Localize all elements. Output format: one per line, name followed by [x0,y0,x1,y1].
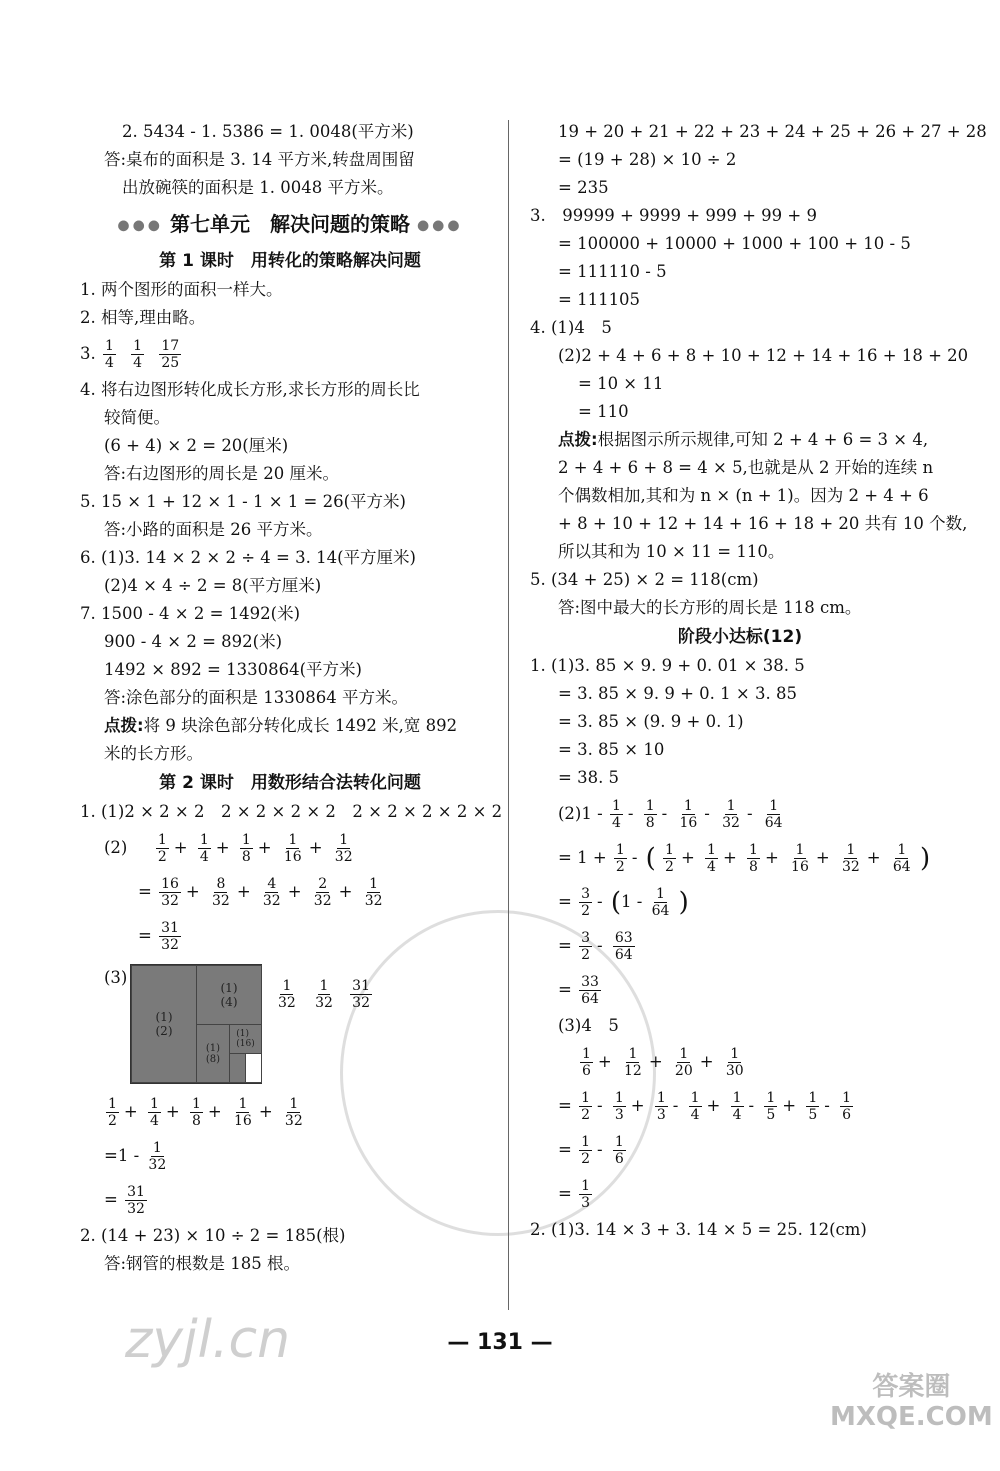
fraction-line: (2)1 - $\frac{1}{4}$ - $\frac{1}{8}$ - $\frac{1}{16}$ - $\frac{1}{32}$ - $\frac{1}{64}$ [558,798,783,831]
fraction-line: = $\frac{3}{2}$ - $\frac{63}{64}$ [558,930,633,963]
fraction-line: =1 - $\frac{1}{32}$ [104,1140,167,1173]
text-line: + 8 + 10 + 12 + 14 + 16 + 18 + 20 共有 10 个数, [558,514,968,533]
text-line: (6 + 4) × 2 = 20(厘米) [104,436,289,455]
text-line: = (19 + 28) × 10 ÷ 2 [558,150,737,169]
text-line: 答:右边图形的周长是 20 厘米。 [104,464,340,483]
text-line: (3)4 5 [558,1016,619,1035]
text-line: 7. 1500 - 4 × 2 = 1492(米) [80,604,301,623]
fraction: $\frac{1}{4}$ [133,338,143,371]
text-line: = 110 [578,402,629,421]
stage-title: 阶段小达标(12) [677,627,803,647]
fraction-line: $\frac{1}{2}$ + $\frac{1}{4}$ + $\frac{1}{8}$ + $\frac{1}{16}$ + $\frac{1}{32}$ [108,1096,303,1129]
fraction-line: = $\frac{31}{32}$ [138,920,179,953]
text-line: 1. 两个图形的面积一样大。 [80,280,283,299]
watermark: zyjl.cn [125,1310,291,1370]
fraction-line: = $\frac{1}{2}$ - $\frac{1}{3}$ + $\frac{1}{3}$ - $\frac{1}{4}$ + $\frac{1}{4}$ - $\frac{1}{5}$ + $\frac{1}{5}$ - $\frac{1}{6}$ [558,1090,851,1123]
fraction-line: = $\frac{1}{3}$ [558,1178,590,1211]
text-line: 4. 将右边图形转化成长方形,求长方形的周长比 [80,380,420,399]
text-line: 2. 5434 - 1. 5386 = 1. 0048(平方米) [122,122,414,141]
text-line: 较简便。 [104,408,170,427]
diagram-row: (3) (1) (2) (1) (4) (1) (8) (1) (16) $\frac{1}{32}$ $\frac{1}{32}$ $\frac{31}{32}$ [80,964,500,1090]
dots-icon: ●●● [416,217,463,234]
text-line: = 111105 [558,290,641,309]
watermark-logo: 答案圈 MXQE.COM [830,1372,993,1432]
text-line: 出放碗筷的面积是 1. 0048 平方米。 [122,178,394,197]
text-line: = 235 [558,178,609,197]
fraction-line: = $\frac{1}{2}$ - $\frac{1}{6}$ [558,1134,624,1167]
text-line: 米的长方形。 [104,744,203,763]
right-column [530,118,987,1244]
text-line: 3. 99999 + 9999 + 999 + 99 + 9 [530,206,817,225]
text-line: 4. (1)4 5 [530,318,612,337]
text-line: 6. (1)3. 14 × 2 × 2 ÷ 4 = 3. 14(平方厘米) [80,548,416,567]
page-number: — 131 — [447,1330,553,1355]
text-line: 个偶数相加,其和为 n × (n + 1)。因为 2 + 4 + 6 [558,486,929,505]
text-line: 2. (1)3. 14 × 3 + 3. 14 × 5 = 25. 12(cm) [530,1220,867,1239]
square-diagram: (1) (2) (1) (4) (1) (8) (1) (16) [130,964,262,1084]
text-line: = 3. 85 × 9. 9 + 0. 1 × 3. 85 [558,684,797,703]
unit-title: ●●● 第七单元 解决问题的策略 ●●● [117,212,463,236]
text-line: 5. 15 × 1 + 12 × 1 - 1 × 1 = 26(平方米) [80,492,406,511]
left-column [80,118,503,1278]
text-line: 1492 × 892 = 1330864(平方米) [104,660,362,679]
fraction: $\frac{17}{25}$ [161,338,180,371]
fraction-line: $\frac{1}{6}$ + $\frac{1}{12}$ + $\frac{1}{20}$ + $\frac{1}{30}$ [582,1046,744,1079]
text-line: 答:图中最大的长方形的周长是 118 cm。 [558,598,862,617]
fraction-line: = $\frac{31}{32}$ [104,1184,145,1217]
fraction-line: 3. $\frac{1}{4}$ $\frac{1}{4}$ $\frac{17}{25}$ [80,338,180,371]
text-line: 1. (1)2 × 2 × 2 2 × 2 × 2 × 2 2 × 2 × 2 × 2 × 2 [80,802,503,821]
fraction-line: (2) $\frac{1}{2}$ + $\frac{1}{4}$ + $\frac{1}{8}$ + $\frac{1}{16}$ + $\frac{1}{32}$ [104,832,353,865]
text-line: 所以其和为 10 × 11 = 110。 [558,542,785,561]
hint-line: 点拨:将 9 块涂色部分转化成长 1492 米,宽 892 [104,716,458,735]
fraction-line: = $\frac{16}{32}$ + $\frac{8}{32}$ + $\frac{4}{32}$ + $\frac{2}{32}$ + $\frac{1}{32}$ [138,876,383,909]
column-divider [508,120,509,1310]
text-line: (2)4 × 4 ÷ 2 = 8(平方厘米) [104,576,322,595]
fraction: $\frac{1}{4}$ [105,338,114,371]
text-line: = 10 × 11 [578,374,664,393]
text-line: 2. (14 + 23) × 10 ÷ 2 = 185(根) [80,1226,346,1245]
text-line: 答:涂色部分的面积是 1330864 平方米。 [104,688,409,707]
fraction-line: = 1 + $\frac{1}{2}$ - ( $\frac{1}{2}$ + $\frac{1}{4}$ + $\frac{1}{8}$ + $\frac{1}{16}$ + $\frac{1}{32}$ + $\frac{1}{64}$ ) [558,842,931,875]
text-line: 5. (34 + 25) × 2 = 118(cm) [530,570,759,589]
hint-line: 点拨:根据图示所示规律,可知 2 + 4 + 6 = 3 × 4, [558,430,929,449]
text-line: = 3. 85 × 10 [558,740,665,759]
text-line: = 111110 - 5 [558,262,667,281]
text-line: 2. 相等,理由略。 [80,308,206,327]
text-line: 1. (1)3. 85 × 9. 9 + 0. 01 × 38. 5 [530,656,805,675]
text-line: 2 + 4 + 6 + 8 = 4 × 5,也就是从 2 开始的连续 n [558,458,934,477]
text-line: = 100000 + 10000 + 1000 + 100 + 10 - 5 [558,234,911,253]
lesson-title: 第 1 课时 用转化的策略解决问题 [159,251,421,271]
fraction-line: = $\frac{3}{2}$ - (1 - $\frac{1}{64}$ ) [558,886,689,919]
text-line: 答:小路的面积是 26 平方米。 [104,520,323,539]
text-line: = 3. 85 × (9. 9 + 0. 1) [558,712,744,731]
fraction-line: = $\frac{33}{64}$ [558,974,599,1007]
dots-icon: ●●● [117,217,164,234]
text-line: 19 + 20 + 21 + 22 + 23 + 24 + 25 + 26 + 27 + 28 [558,122,987,141]
text-line: 900 - 4 × 2 = 892(米) [104,632,283,651]
fraction-group: $\frac{1}{32}$ $\frac{1}{32}$ $\frac{31}{32}$ [278,978,370,1011]
lesson-title: 第 2 课时 用数形结合法转化问题 [159,773,421,793]
text-line: 答:钢管的根数是 185 根。 [104,1254,301,1273]
text-line: = 38. 5 [558,768,620,787]
text-line: 答:桌布的面积是 3. 14 平方米,转盘周围留 [104,150,415,169]
text-line: (2)2 + 4 + 6 + 8 + 10 + 12 + 14 + 16 + 18 + 20 [558,346,969,365]
